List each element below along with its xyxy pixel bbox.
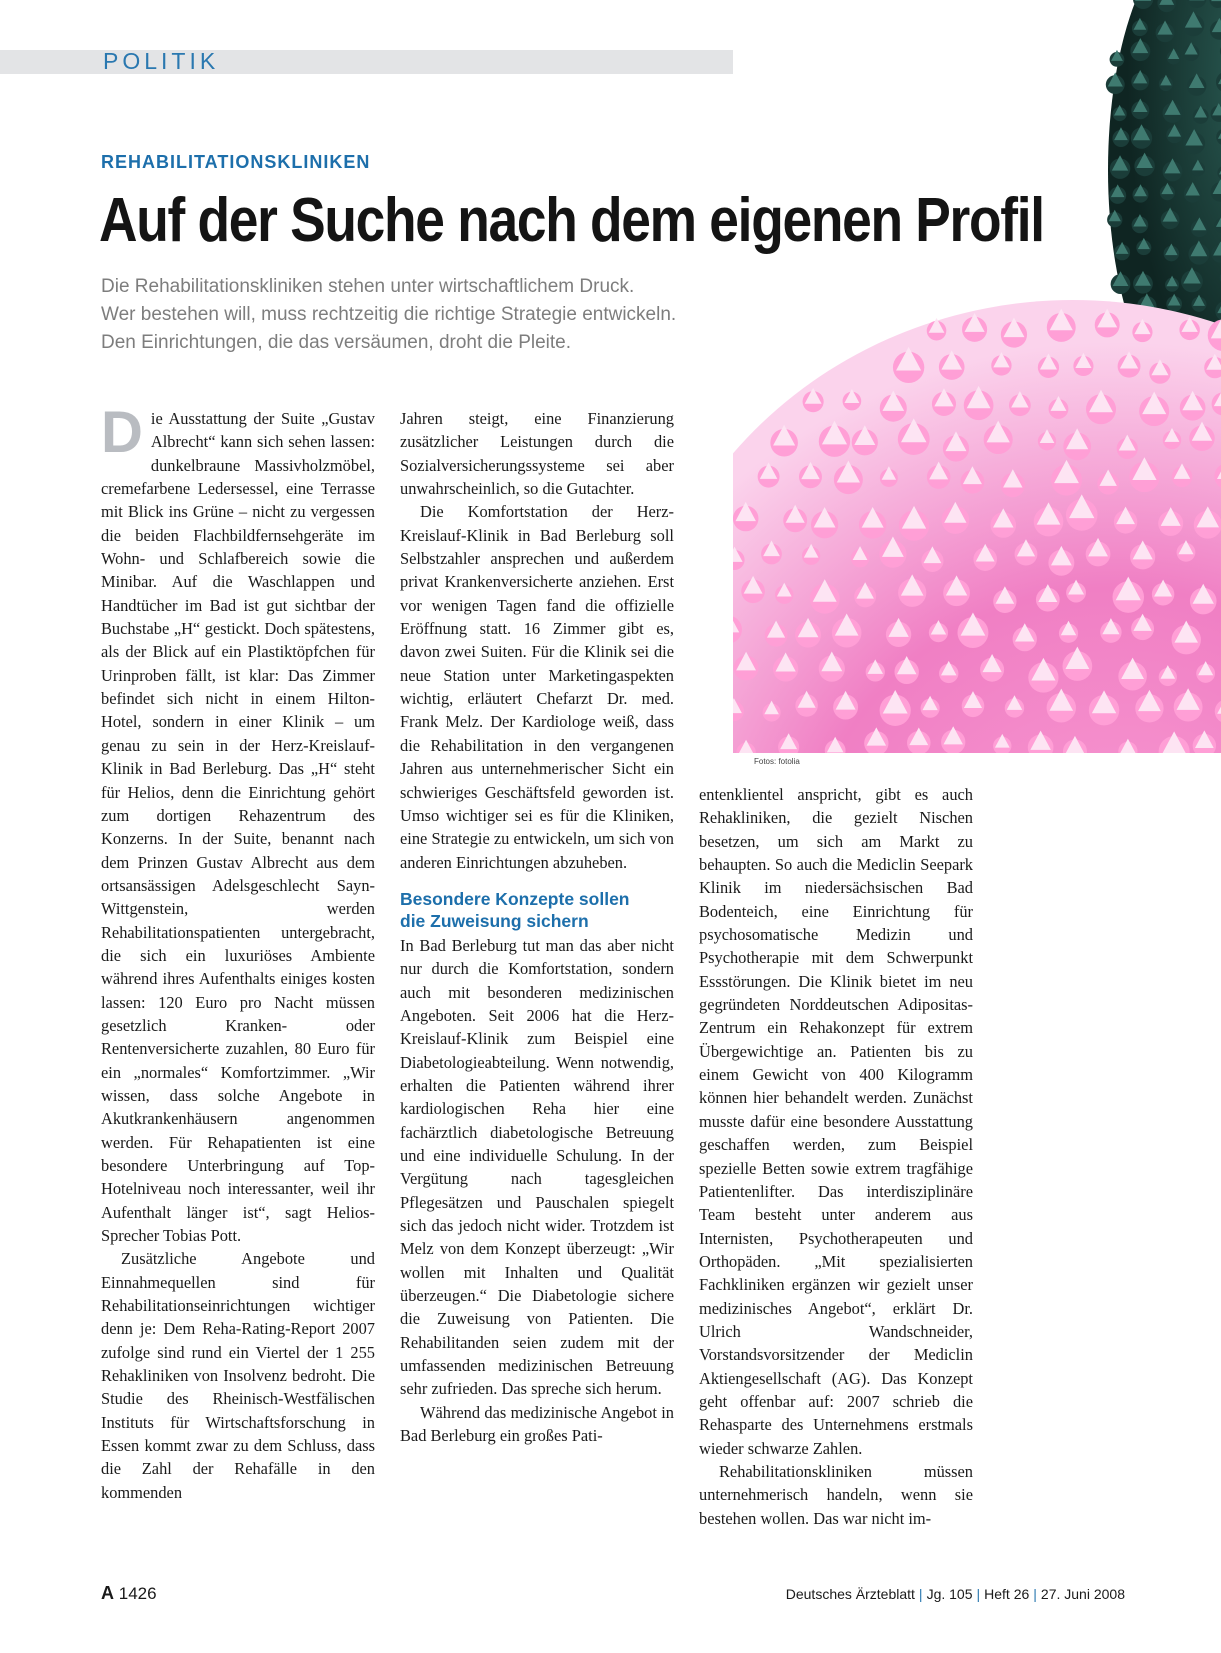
section-label: POLITIK (103, 48, 220, 74)
body-paragraph: Rehabilitationskliniken müssen unternehmerisch handeln, wenn sie bestehen wollen. Das war nicht im- (699, 1461, 973, 1528)
article-subheading (400, 888, 674, 932)
article-headline: Auf der Suche nach dem eigenen Profil (99, 186, 1044, 255)
body-paragraph: In Bad Berleburg tut man das aber nicht nur durch die Komfortstation, sondern auch mit besonderen medizinischen Angeboten. Seit 2006 hat die Herz- Kreislauf-Klinik zum Beispiel eine Diabetologieabteilung. Wenn notwendig, erhalten die Patienten während ihrer kardiologischen Reha hier eine fachärztlich diabetologische Betreuung und eine individuelle Schulung. In der Vergütung nach tagesgleichen Pflegesätzen und Pauschalen spiegelt sich das jedoch nicht wider. Trotzdem ist Melz von dem Konzept überzeugt: „Wir wollen mit Inhalten und Qualität überzeugen.“ Die Diabetologie sichere die Zuweisung von Patienten. Die Rehabilitanden seien zudem mit der umfassenden medizinischen Betreuung sehr zufrieden. Das spreche sich herum. (400, 935, 674, 1399)
page-prefix: A (101, 1583, 114, 1603)
footer-separator: | (976, 1586, 981, 1602)
body-paragraph (101, 400, 375, 1247)
paragraph-text: ie Ausstattung der Suite „Gustav Albrecht“ kann sich sehen lassen: dunkelbraune Massivholzmöbel, cremefarbene Ledersessel, eine Terrasse mit Blick ins Grüne – nicht zu vergessen die beiden Flachbildfernsehgeräte im Wohn- und Schlafbereich sowie die Minibar. Auf die Waschlappen und Handtücher im Bad ist gut sichtbar der Buchstabe „H“ gestickt. Doch spätestens, als der Blick auf ein Plastiktöpfchen für Urinproben fällt, ist klar: Das Zimmer befindet sich nicht in einem Hilton-Hotel, sondern in einer Klinik – um genau zu sein in der Herz-Kreislauf-Klinik in Bad Berleburg. Das „H“ steht für Helios, denn die Einrichtung gehört zum dortigen Rehazentrum des Konzerns. In der Suite, benannt nach dem Prinzen Gustav Albrecht aus dem ortsansässigen Adelsgeschlecht Sayn-Wittgenstein, werden Rehabilitationspatienten untergebracht, die sich ein luxuriöses Ambiente während ihres Aufenthalts einiges kosten lassen: 120 Euro pro Nacht müssen gesetzlich Kranken- oder Rentenversicherte zuzahlen, 80 Euro für ein „normales“ Komfortzimmer. „Wir wissen, dass solche Angebote in Akutkrankenhäusern angenommen werden. Für Rehapatienten ist eine besondere Unterbringung auf Top-Hotelniveau noch interessanter, weil ihr Aufenthalt länger ist“, sagt Helios-Sprecher Tobias Pott. (101, 409, 375, 1246)
body-paragraph: entenklientel anspricht, gibt es auch Rehakliniken, die gezielt Nischen besetzen, um sich am Markt zu behaupten. So auch die Mediclin Seepark Klinik im niedersächsischen Bad Bodenteich, eine Einrichtung für psychosomatische Medizin und Psychotherapie mit dem Schwerpunkt Essstörungen. Die Klinik bietet im neu gegründeten Norddeutschen Adipositas-Zentrum ein Rehakonzept für extrem Übergewichtige an. Patienten bis zu einem Gewicht von 400 Kilogramm können hier behandelt werden. Zunächst musste dafür eine besondere Ausstattung geschaffen werden, zum Beispiel spezielle Betten sowie extrem tragfähige Patientenlifter. Das interdisziplinäre Team besteht unter anderem aus Internisten, Psychotherapeuten und Orthopäden. „Mit spezialisierten Fachkliniken ergänzen wir gezielt unser medizinisches Angebot“, erklärt Dr. Ulrich Wandschneider, Vorstandsvorsitzender der Mediclin Aktiengesellschaft (AG). Das Konzept geht offenbar auf: 2007 schrieb die Rehasparte des Unternehmens erstmals wieder schwarze Zahlen. (699, 785, 973, 1458)
journal-date: 27. Juni 2008 (1040, 1586, 1125, 1602)
text-column-1 (101, 400, 375, 1504)
spiky-ball-image (733, 0, 1221, 753)
page-number (101, 1583, 157, 1604)
lead-line: Den Einrichtungen, die das versäumen, droht die Pleite. (101, 332, 571, 353)
article-lead (101, 273, 821, 357)
body-paragraph: Die Komfortstation der Herz-Kreislauf-Klinik in Bad Berleburg soll Selbstzahler ansprechen und außerdem privat Krankenversicherte anziehen. Erst vor wenigen Tagen fand die offizielle Eröffnung statt. 16 Zimmer gibt es, davon zwei Suiten. Für die Klinik sei die neue Station unter Marketingaspekten wichtig, erläutert Chefarzt Dr. med. Frank Melz. Der Kardiologe weiß, dass die Rehabilitation in den vergangenen Jahren aus unternehmerischer Sicht ein schwieriges Geschäftsfeld geworden ist. Umso wichtiger sei es für die Kliniken, eine Strategie zu entwickeln, um sich von anderen Einrichtungen abzuheben. (400, 502, 674, 872)
pink-spiky-ball (733, 300, 1221, 753)
body-paragraph: Während das medizinische Angebot in Bad Berleburg ein großes Pati- (400, 1402, 674, 1446)
photo-credit: Fotos: fotolia (754, 757, 800, 766)
lead-line: Wer bestehen will, muss rechtzeitig die richtige Strategie entwickeln. (101, 304, 677, 325)
text-column-2 (400, 407, 674, 1447)
page-number-value: 1426 (118, 1584, 157, 1603)
article-photo (733, 0, 1221, 753)
body-paragraph: Jahren steigt, eine Finanzierung zusätzlicher Leistungen durch die Sozialversicherungssysteme sei aber unwahrscheinlich, so die Gutachter. (400, 409, 674, 499)
body-paragraph: Zusätzliche Angebote und Einnahmequellen sind für Rehabilitationseinrichtungen wichtiger denn je: Dem Reha-Rating-Report 2007 zufolge sind rund ein Viertel der 1 255 Rehakliniken von Insolvenz bedroht. Die Studie des Rheinisch-Westfälischen Instituts für Wirtschaftsforschung in Essen kommt zwar zu dem Schluss, dass die Zahl der Rehafälle in den kommenden (101, 1249, 375, 1502)
subheading-line: Besondere Konzepte sollen (400, 888, 630, 909)
drop-cap: D (101, 400, 143, 465)
journal-volume: Jg. 105 (926, 1586, 973, 1602)
subheading-line: die Zuweisung sichern (400, 910, 589, 931)
journal-footer (786, 1586, 1125, 1602)
footer-separator: | (918, 1586, 923, 1602)
journal-name: Deutsches Ärzteblatt (785, 1586, 915, 1602)
text-column-3 (699, 783, 973, 1530)
article-kicker: REHABILITATIONSKLINIKEN (101, 152, 371, 172)
journal-issue: Heft 26 (984, 1586, 1030, 1602)
footer-separator: | (1033, 1586, 1037, 1602)
lead-line: Die Rehabilitationskliniken stehen unter wirtschaftlichem Druck. (101, 276, 635, 297)
